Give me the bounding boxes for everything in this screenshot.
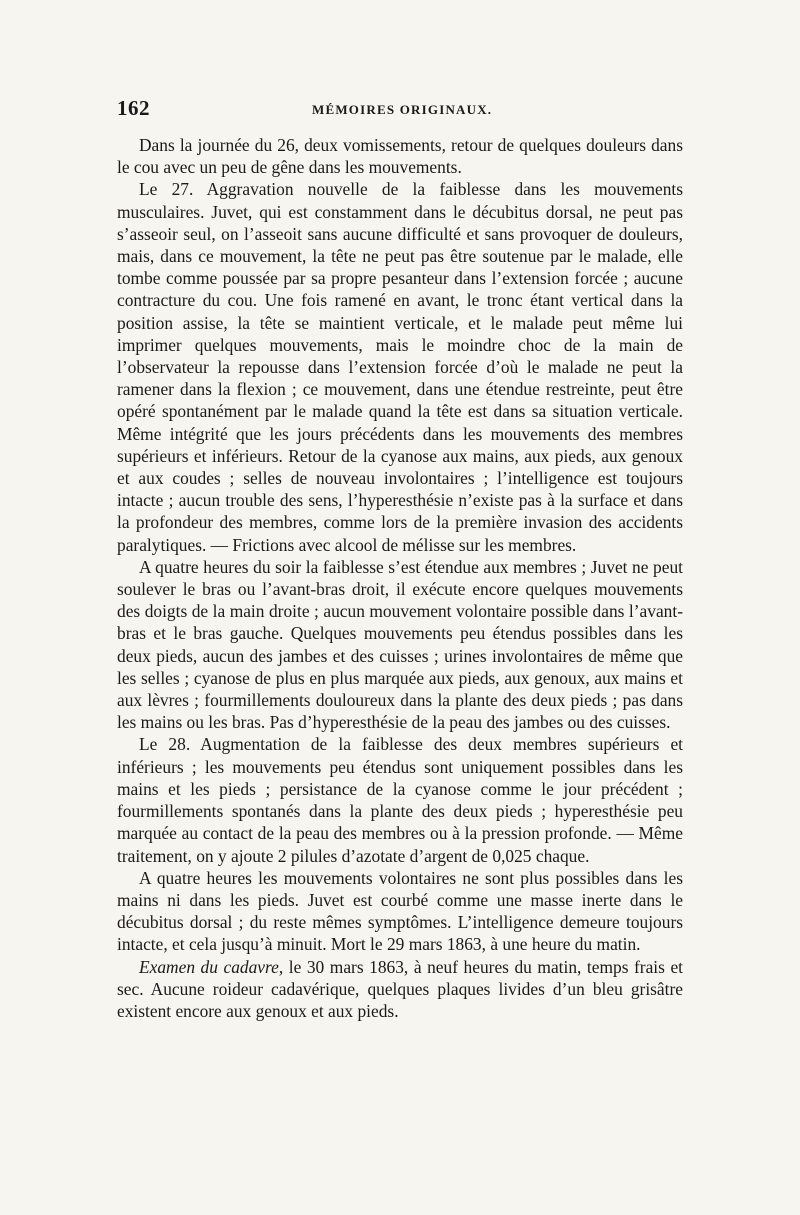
body-text <box>117 134 683 1022</box>
autopsy-heading: Examen du cadavre, <box>139 956 284 977</box>
paragraph-28-afternoon: A quatre heures les mouvements volontaires ne sont plus possibles dans les mains ni dans les pieds. Juvet est courbé comme une masse inerte dans le décubitus dorsal ; du reste mêmes symptômes. L’intelligence demeure toujours intacte, et cela jusqu’à minuit. Mort le 29 mars 1863, à une heure du matin. <box>117 867 683 955</box>
paragraph-27: Le 27. Aggravation nouvelle de la faiblesse dans les mouvements musculaires. Juvet, qui est constamment dans le décubitus dorsal, ne peut pas s’asseoir seul, on l’asseoit sans aucune difficulté et sans provoquer de douleurs, mais, dans ce mouvement, la tête ne peut pas être soutenue par le malade, elle tombe comme poussée par sa propre pesanteur dans l’extension forcée ; aucune contracture du cou. Une fois ramené en avant, le tronc étant vertical dans la position assise, la tête se maintient verticale, et le malade peut même lui imprimer quelques mouvements, mais le moindre choc de la main de l’observateur la repousse dans l’extension forcée d’où le malade ne peut la ramener dans la flexion ; ce mouvement, dans une étendue restreinte, peut être opéré spontanément par le malade quand la tête est dans sa situation verticale. Même intégrité que les jours précédents dans les mouvements des membres supérieurs et inférieurs. Retour de la cyanose aux mains, aux pieds, aux genoux et aux coudes ; selles de nouveau involontaires ; l’intelligence est toujours intacte ; aucun trouble des sens, l’hyperesthésie n’existe pas à la surface et dans la profondeur des membres, comme lors de la première invasion des accidents paralytiques. — Frictions avec alcool de mélisse sur les membres. <box>117 179 683 555</box>
paragraph-27-afternoon: A quatre heures du soir la faiblesse s’est étendue aux membres ; Juvet ne peut soulever le bras ou l’avant-bras droit, il exécute encore quelques mouvements des doigts de la main droite ; aucun mouvement volontaire possible dans l’avant-bras et le bras gauche. Quelques mouvements peu étendus possibles dans les deux pieds, aucun des jambes et des cuisses ; urines involontaires de même que les selles ; cyanose de plus en plus marquée aux pieds, aux genoux, aux mains et aux lèvres ; fourmillements douloureux dans la plante des deux pieds ; pas dans les mains ou les bras. Pas d’hyperesthésie de la peau des jambes ou des cuisses. <box>117 556 683 733</box>
book-page <box>117 96 683 1022</box>
running-title: MÉMOIRES ORIGINAUX. <box>312 102 493 117</box>
autopsy-text: le 30 mars 1863, à neuf heures du matin, temps frais et sec. Aucune roideur cadavérique, quelques plaques livides d’un bleu grisâtre existent encore aux genoux et aux pieds. <box>117 956 684 1021</box>
paragraph-autopsy <box>117 956 683 1023</box>
paragraph-28: Le 28. Augmentation de la faiblesse des deux membres supérieurs et inférieurs ; les mouvements peu étendus sont uniquement possibles dans les mains et les pieds ; persistance de la cyanose comme le jour précédent ; fourmillements spontanés dans la plante des deux pieds ; hyperesthésie peu marquée au contact de la peau des membres ou à la pression profonde. — Même traitement, on y ajoute 2 pilules d’azotate d’argent de 0,025 chaque. <box>117 734 683 866</box>
running-head <box>117 96 683 126</box>
page-number: 162 <box>117 96 150 120</box>
paragraph-26: Dans la journée du 26, deux vomissements, retour de quelques douleurs dans le cou avec un peu de gêne dans les mouvements. <box>117 135 683 178</box>
